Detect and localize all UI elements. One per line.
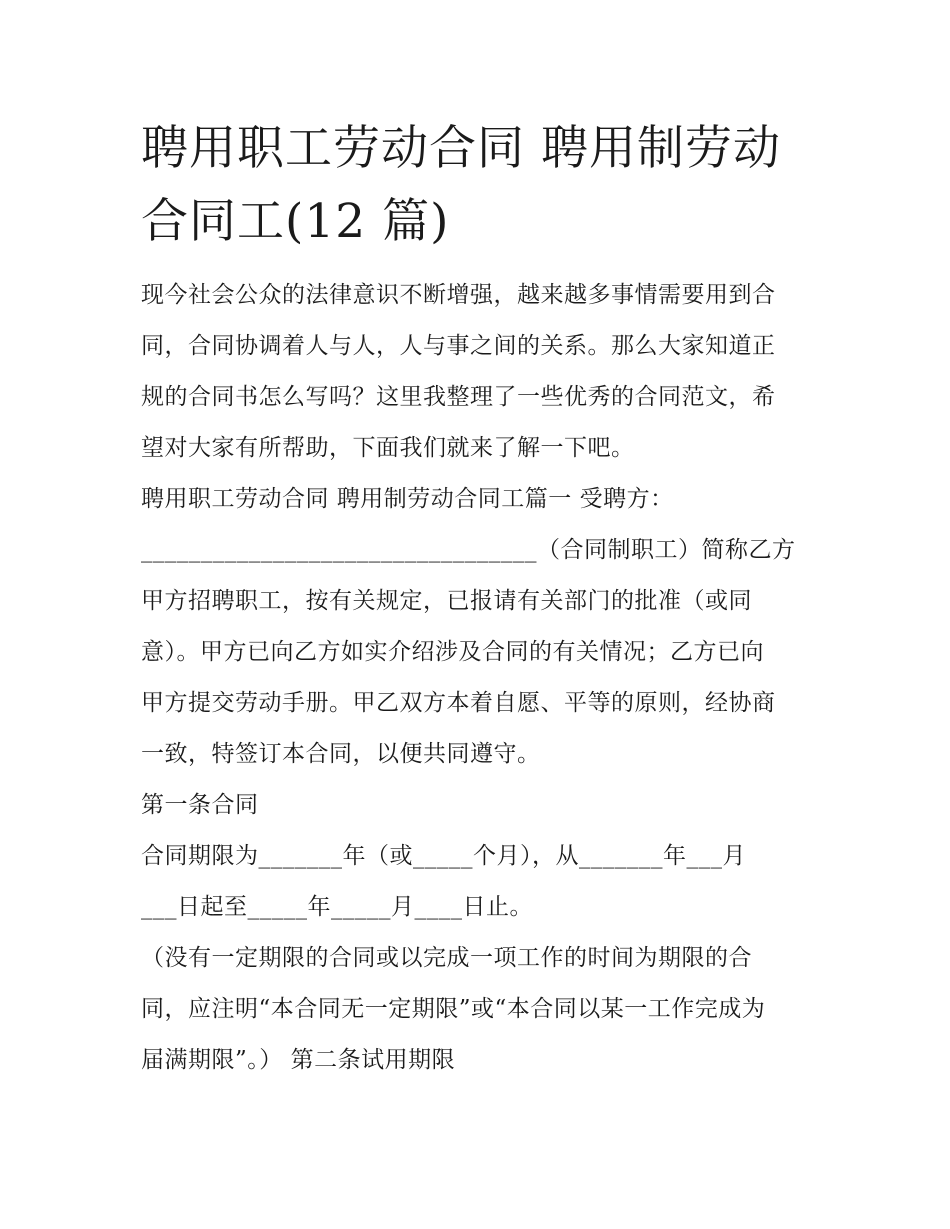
recruitment-paragraph: 甲方招聘职工，按有关规定，已报请有关部门的批准（或同 意）。甲方已向乙方如实介绍涉及合同的有关情况；乙方已向 甲方提交劳动手册。甲乙双方本着自愿、平等的原则，经协商 一致，特签订本合同，以便共同遵守。 xyxy=(141,588,776,767)
document-page xyxy=(141,112,821,1086)
contract-heading-line: 聘用职工劳动合同 聘用制劳动合同工篇一 受聘方： xyxy=(141,486,674,512)
contract-term-paragraph: 合同期限为_______年（或_____个月），从_______年___月 ___日起至_____年_____月____日止。 xyxy=(141,843,746,920)
article-one-heading: 第一条合同 xyxy=(141,792,259,818)
employee-blank-line: _________________________________（合同制职工）简称乙方 xyxy=(141,537,796,563)
intro-paragraph: 现今社会公众的法律意识不断增强，越来越多事情需要用到合 同，合同协调着人与人，人与事之间的关系。那么大家知道正 规的合同书怎么写吗？这里我整理了一些优秀的合同范文，希 望对大家有所帮助，下面我们就来了解一下吧。 xyxy=(141,282,776,461)
indefinite-term-note: （没有一定期限的合同或以完成一项工作的时间为期限的合 同，应注明“本合同无一定期限”或“本合同以某一工作完成为 届满期限”。） 第二条试用期限 xyxy=(141,945,766,1073)
document-title: 聘用职工劳动合同 聘用制劳动 合同工(12 篇) xyxy=(141,121,781,249)
